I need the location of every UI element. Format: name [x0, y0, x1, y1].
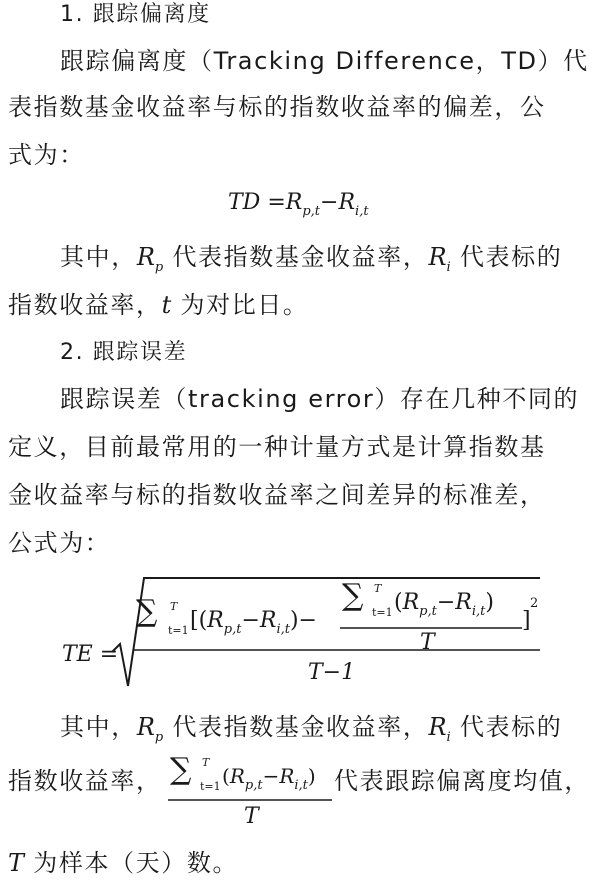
- where2-inline-den: T: [244, 804, 259, 829]
- te-minus: −: [241, 608, 260, 633]
- where2-line3: [8, 848, 598, 878]
- where1-c: 代表标的: [459, 243, 563, 271]
- section2-para-line3: 金收益率与标的指数收益率之间差异的标准差，: [8, 481, 546, 509]
- te-sum1-top: T: [170, 600, 178, 613]
- td-r2: R: [338, 190, 356, 215]
- section2-para-line4: 公式为：: [8, 529, 111, 557]
- section2-heading: 2. 跟踪误差: [60, 340, 188, 365]
- section1-para-line3: 式为：: [8, 141, 85, 169]
- where2-line2-b: 代表跟踪偏离度均值，: [334, 767, 590, 795]
- where2-ri-sub: i: [446, 730, 451, 745]
- where2-a: 其中，: [60, 713, 137, 741]
- where2-rp: R: [136, 713, 155, 741]
- te-r1: R: [207, 608, 224, 633]
- where2-ri: R: [428, 713, 447, 741]
- where2-inline-open: (: [222, 764, 230, 788]
- section2-para-line1: 跟踪误差（tracking error）存在几种不同的: [60, 385, 580, 413]
- te-inner-minus: −: [436, 590, 456, 615]
- te-sum1: ∑: [136, 594, 158, 629]
- where2-c: 代表标的: [459, 713, 563, 741]
- te-den: T−1: [308, 660, 356, 685]
- section1-para-line2: 表指数基金收益率与标的指数收益率的偏差，公: [8, 93, 546, 121]
- where2-sum: ∑: [170, 752, 192, 787]
- where1-ri-sub: i: [446, 260, 451, 275]
- where2-sum-top: T: [202, 756, 210, 769]
- te-inner-open: (: [394, 590, 403, 615]
- where2-inline-r2: R: [279, 764, 295, 788]
- where2-b: 代表指数基金收益率，: [172, 713, 429, 741]
- te-inner-r1-sub: p,t: [419, 604, 437, 619]
- te-close1: )−: [289, 608, 317, 633]
- section2-para-line2: 定义，目前最常用的一种计量方式是计算指数基: [8, 433, 546, 461]
- te-open: [(: [190, 608, 208, 633]
- te-sum2-top: T: [374, 582, 382, 595]
- where1-t: t: [161, 291, 172, 319]
- te-power: 2: [530, 596, 539, 611]
- where2-line3-t: T: [8, 849, 25, 877]
- where2-inline-num: [222, 764, 316, 793]
- te-inner-r2: R: [455, 590, 472, 615]
- te-sum2-bot: t=1: [372, 606, 393, 619]
- td-equals: =: [267, 190, 286, 215]
- te-r2: R: [259, 608, 277, 633]
- td-minus: −: [320, 190, 339, 215]
- where2-inline-r1-sub: p,t: [244, 778, 263, 793]
- te-sum2: ∑: [342, 578, 364, 613]
- where1-line2-a: 指数收益率，: [8, 291, 162, 319]
- td-r2-sub: i,t: [355, 204, 369, 219]
- where1-line2-b: 为对比日。: [180, 291, 309, 319]
- where2-inline-r2-sub: i,t: [294, 778, 308, 793]
- where2-inline-r1: R: [229, 764, 245, 788]
- te-r1-sub: p,t: [223, 622, 242, 637]
- where1-ri: R: [428, 243, 447, 271]
- where2-sum-bot: t=1: [200, 780, 221, 793]
- where2-rp-sub: p: [154, 730, 164, 745]
- where1-rp: R: [136, 243, 155, 271]
- where1-rp-sub: p: [154, 260, 164, 275]
- te-r2-sub: i,t: [276, 622, 290, 637]
- te-inner-close: ): [485, 590, 494, 615]
- td-r1-sub: p,t: [302, 204, 321, 219]
- te-lhs: TE: [62, 642, 93, 667]
- te-inner-r1: R: [402, 590, 420, 615]
- te-sum1-bot: t=1: [168, 624, 189, 637]
- where2-inline-minus: −: [262, 764, 280, 788]
- te-inner-r2-sub: i,t: [471, 604, 486, 619]
- te-equals: =: [99, 642, 119, 667]
- section1-heading: 1. 跟踪偏离度: [60, 2, 211, 27]
- te-inner-den: T: [420, 630, 435, 655]
- td-r1: R: [285, 190, 303, 215]
- where1-a: 其中，: [60, 243, 137, 271]
- where2-line2-a: 指数收益率，: [8, 767, 162, 795]
- where2-inline-close: ): [307, 764, 316, 788]
- where1-b: 代表指数基金收益率，: [172, 243, 429, 271]
- te-close2: ]: [522, 608, 531, 633]
- td-lhs: TD: [228, 190, 261, 215]
- where2-line3-b: 为样本（天）数。: [33, 849, 239, 877]
- section1-para-line1: 跟踪偏离度（Tracking Difference，TD）代: [60, 47, 589, 75]
